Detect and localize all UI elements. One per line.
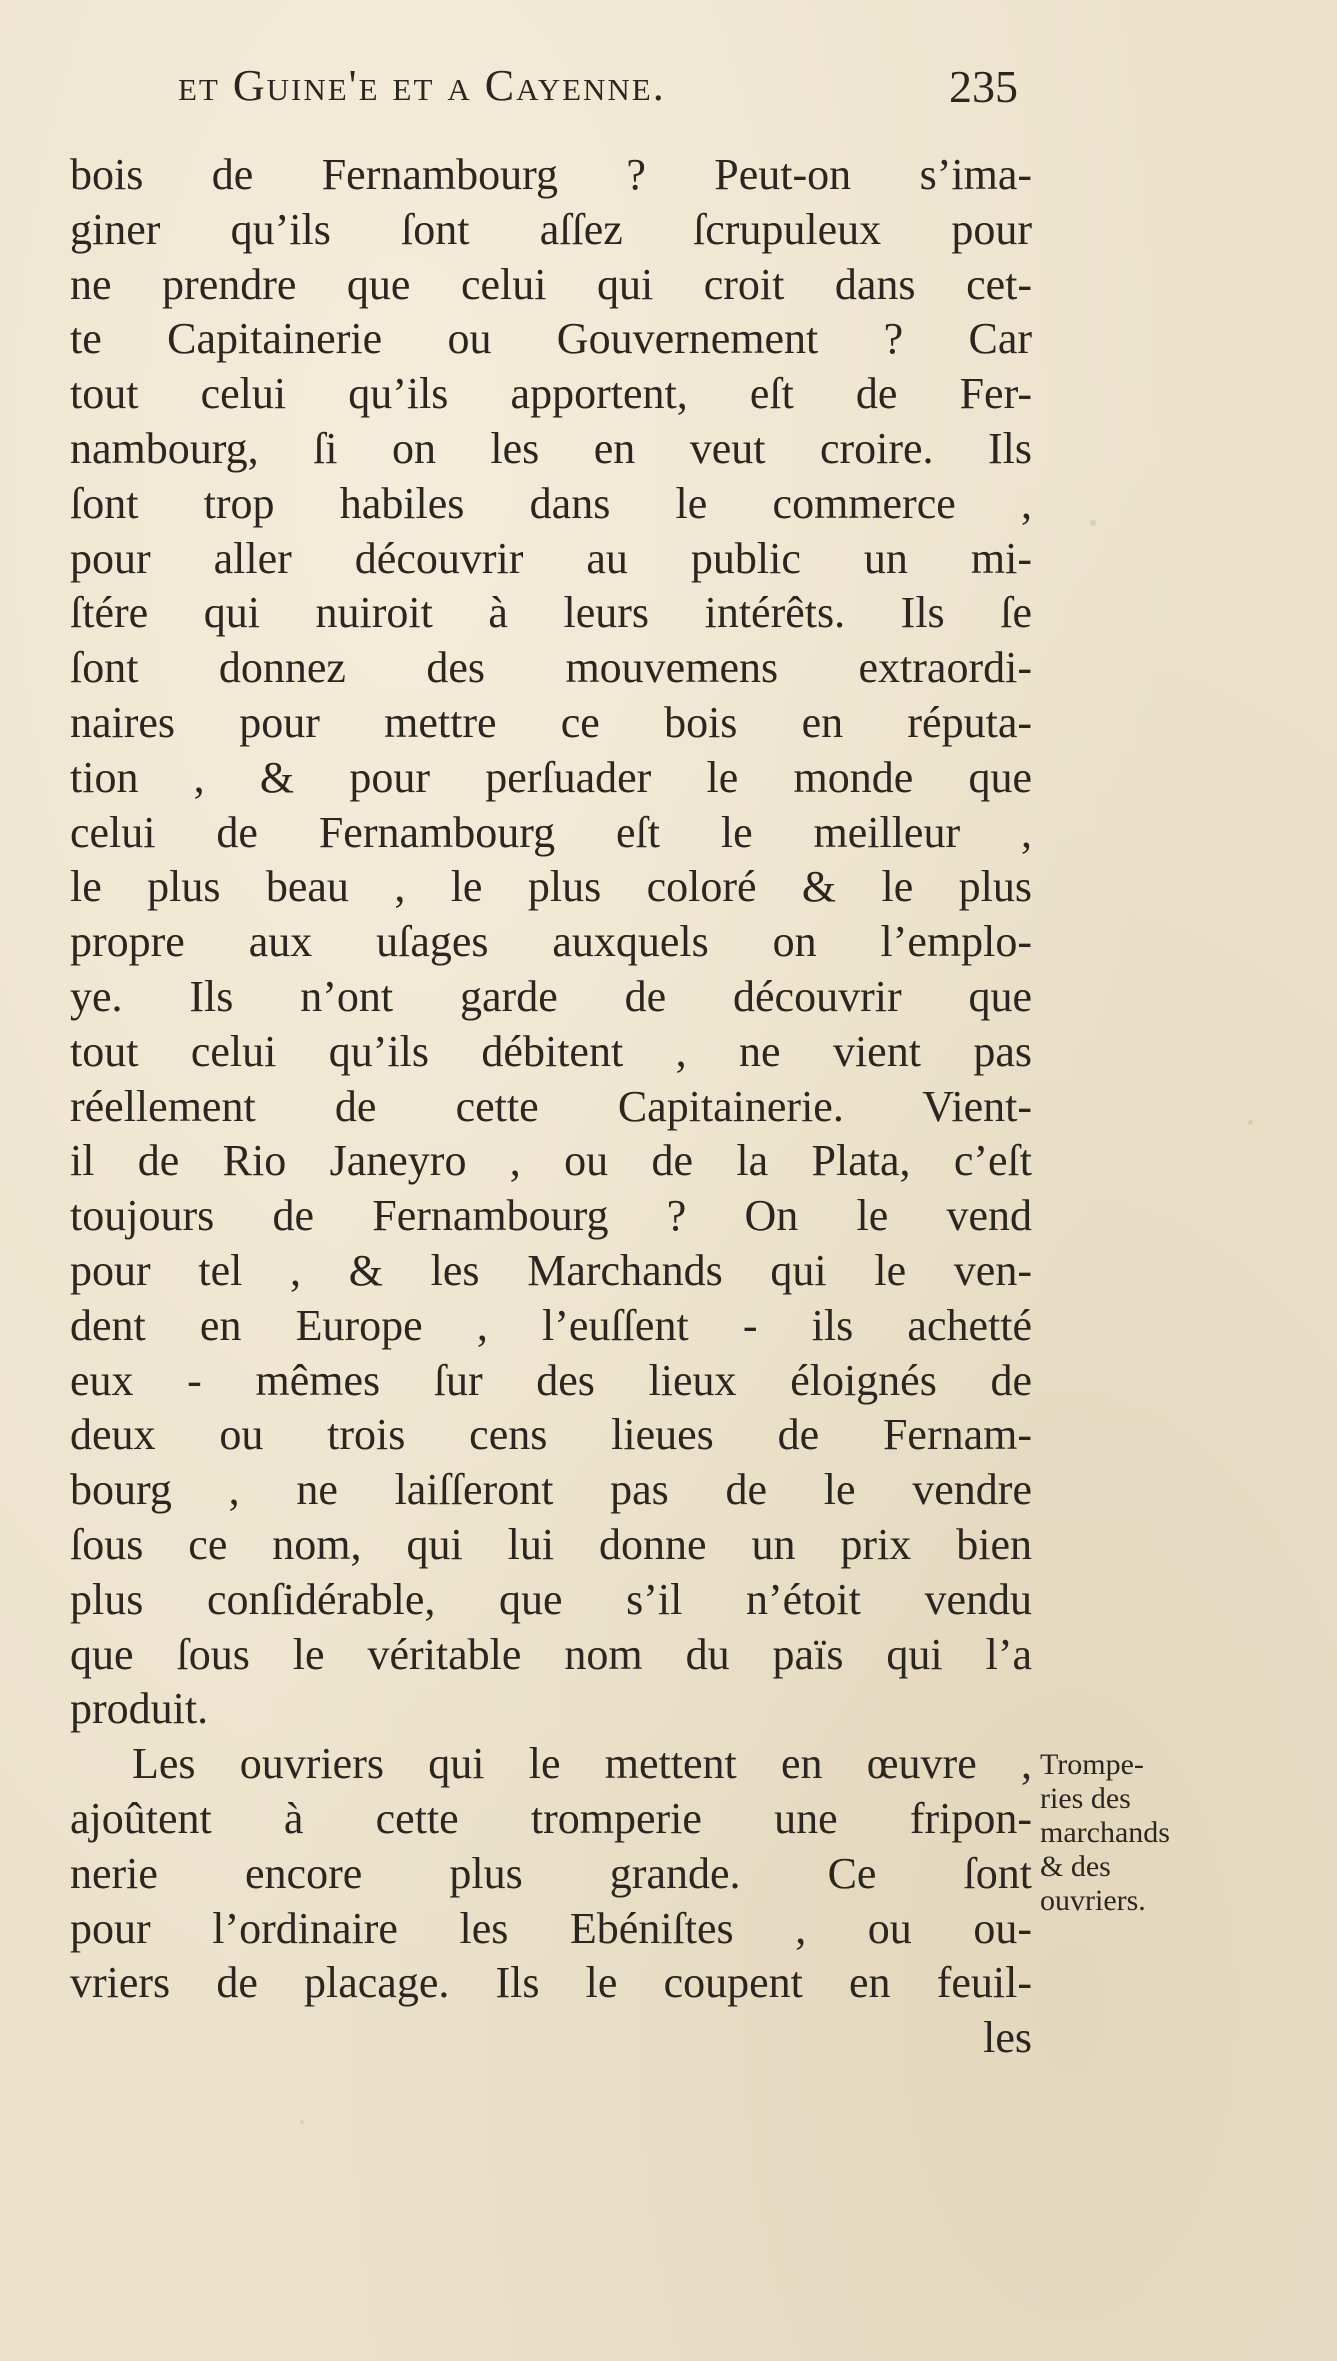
text-line: Les ouvriers qui le mettent en œuvre , — [132, 1739, 1032, 1789]
text-line: eux - mêmes ſur des lieux éloignés de — [70, 1355, 1032, 1405]
margin-note-line: Trompe- — [1040, 1748, 1144, 1781]
text-line: vriers de placage. Ils le coupent en feuil- — [70, 1958, 1032, 2008]
margin-note-line: ries des — [1040, 1782, 1131, 1815]
text-line: ne prendre que celui qui croit dans cet- — [70, 259, 1032, 309]
text-line: pour aller découvrir au public un mi- — [70, 533, 1032, 583]
catchword: les — [983, 2013, 1032, 2063]
text-line: bourg , ne laiſſeront pas de le vendre — [70, 1465, 1032, 1515]
text-line: celui de Fernambourg eſt le meilleur , — [70, 807, 1032, 857]
text-line: giner qu’ils ſont aſſez ſcrupuleux pour — [70, 204, 1032, 254]
text-line: produit. — [70, 1684, 209, 1734]
margin-note-line: ouvriers. — [1040, 1884, 1146, 1917]
paper-stain — [1090, 520, 1096, 526]
margin-note-line: & des — [1040, 1850, 1111, 1883]
text-line: il de Rio Janeyro , ou de la Plata, c’eſt — [70, 1136, 1032, 1186]
running-title: et Guine'e et a Cayenne. — [178, 61, 666, 110]
text-line: nerie encore plus grande. Ce ſont — [70, 1848, 1032, 1898]
text-line: ajoûtent à cette tromperie une fripon- — [70, 1793, 1032, 1843]
text-line: plus conſidérable, que s’il n’étoit vendu — [70, 1574, 1032, 1624]
paper-stain — [300, 2120, 304, 2124]
text-line: tout celui qu’ils apportent, eſt de Fer- — [70, 369, 1032, 419]
text-line: ſont trop habiles dans le commerce , — [70, 478, 1032, 528]
margin-note-line: marchands — [1040, 1816, 1170, 1849]
text-line: propre aux uſages auxquels on l’emplo- — [70, 917, 1032, 967]
text-line: tion , & pour perſuader le monde que — [70, 752, 1032, 802]
text-line: réellement de cette Capitainerie. Vient- — [70, 1081, 1032, 1131]
page-number: 235 — [949, 61, 1018, 112]
text-line: te Capitainerie ou Gouvernement ? Car — [70, 314, 1032, 364]
text-line: ye. Ils n’ont garde de découvrir que — [70, 971, 1032, 1021]
text-line: ſtére qui nuiroit à leurs intérêts. Ils ſe — [70, 588, 1032, 638]
text-line: pour tel , & les Marchands qui le ven- — [70, 1245, 1032, 1295]
text-line: toujours de Fernambourg ? On le vend — [70, 1191, 1032, 1241]
text-line: naires pour mettre ce bois en réputa- — [70, 697, 1032, 747]
text-line: pour l’ordinaire les Ebéniſtes , ou ou- — [70, 1903, 1032, 1953]
text-line: ſous ce nom, qui lui donne un prix bien — [70, 1519, 1032, 1569]
paper-stain — [1248, 1120, 1253, 1125]
text-line: bois de Fernambourg ? Peut-on s’ima- — [70, 150, 1032, 199]
margin-note — [1040, 1748, 1250, 1918]
text-line: le plus beau , le plus coloré & le plus — [70, 862, 1032, 912]
text-line: tout celui qu’ils débitent , ne vient pas — [70, 1026, 1032, 1076]
text-line: nambourg, ſi on les en veut croire. Ils — [70, 423, 1032, 473]
text-line: deux ou trois cens lieues de Fernam- — [70, 1410, 1032, 1460]
text-line: ſont donnez des mouvemens extraordi- — [70, 643, 1032, 693]
text-line: dent en Europe , l’euſſent - ils achetté — [70, 1300, 1032, 1350]
running-header — [178, 60, 1018, 130]
text-line: que ſous le véritable nom du païs qui l’a — [70, 1629, 1032, 1679]
body-text — [70, 148, 1032, 2066]
